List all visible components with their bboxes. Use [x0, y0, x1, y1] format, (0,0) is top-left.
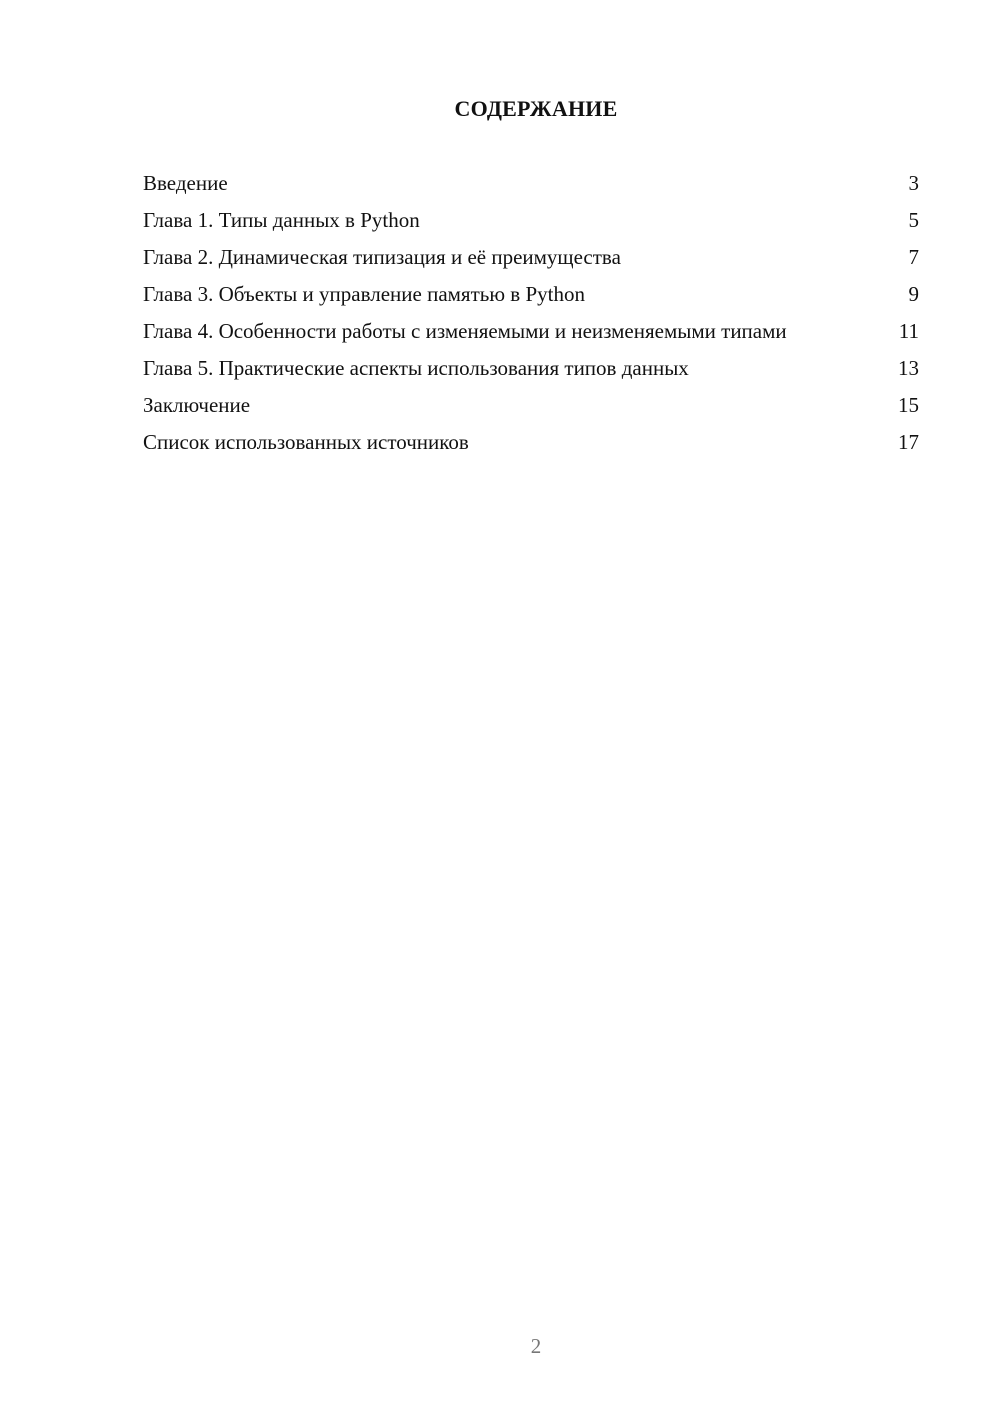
toc-entry-page: 5 — [908, 208, 919, 232]
toc-entry-chapter-1[interactable] — [143, 208, 919, 233]
toc-entry-page: 11 — [898, 319, 919, 343]
toc-entry-chapter-4[interactable] — [143, 319, 919, 344]
toc-entry-title: Введение — [143, 171, 228, 195]
toc-entry-page: 9 — [908, 282, 919, 306]
toc-entry-page: 7 — [908, 245, 919, 269]
toc-entry-page: 3 — [908, 171, 919, 195]
page-number: 2 — [530, 1334, 542, 1358]
table-of-contents — [143, 171, 919, 467]
toc-entry-page: 13 — [898, 356, 919, 380]
toc-entry-title: Глава 2. Динамическая типизация и её преимущества — [143, 245, 621, 269]
toc-entry-chapter-2[interactable] — [143, 245, 919, 270]
toc-entry-references[interactable] — [143, 430, 919, 455]
toc-entry-conclusion[interactable] — [143, 393, 919, 418]
toc-entry-chapter-5[interactable] — [143, 356, 919, 381]
toc-entry-title: Глава 4. Особенности работы с изменяемыми и неизменяемыми типами — [143, 319, 787, 343]
toc-entry-title: Заключение — [143, 393, 251, 417]
toc-entry-title: Глава 5. Практические аспекты использования типов данных — [143, 356, 689, 380]
toc-entry-title: Список использованных источников — [143, 430, 469, 454]
toc-entry-title: Глава 3. Объекты и управление памятью в Python — [143, 282, 585, 306]
toc-heading: СОДЕРЖАНИЕ — [454, 96, 618, 121]
toc-entry-chapter-3[interactable] — [143, 282, 919, 307]
toc-entry-page: 15 — [898, 393, 919, 417]
toc-entry-page: 17 — [898, 430, 919, 454]
toc-entry-introduction[interactable] — [143, 171, 919, 196]
toc-entry-title: Глава 1. Типы данных в Python — [143, 208, 420, 232]
